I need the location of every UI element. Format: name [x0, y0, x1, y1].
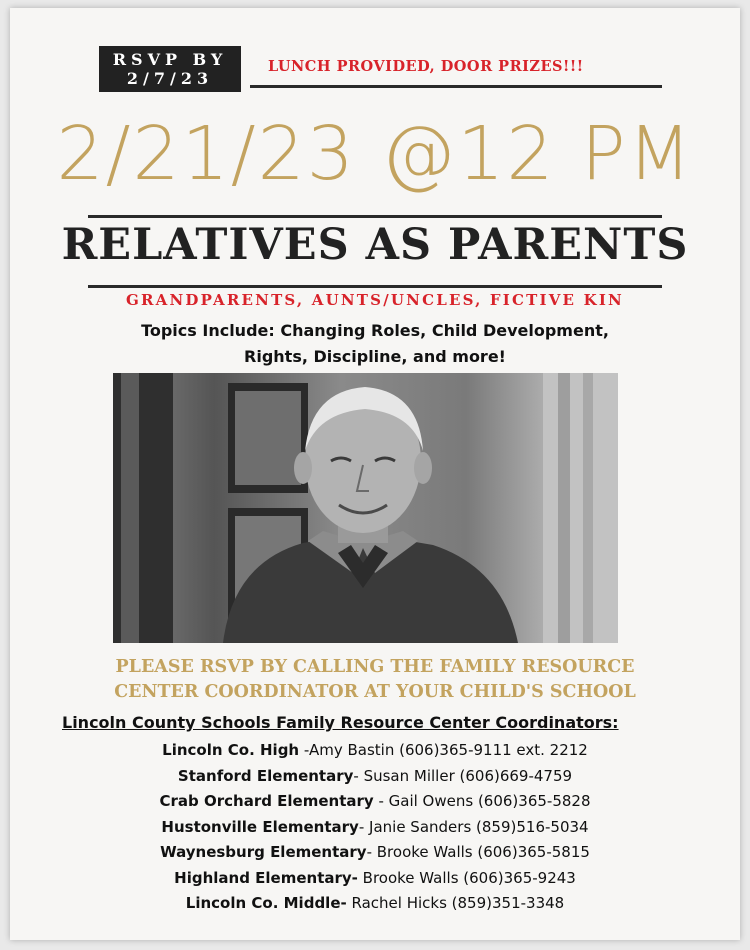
lunch-underline — [250, 85, 662, 88]
headline: RELATIVES AS PARENTS — [61, 220, 689, 270]
rsvp-deadline-date: 2/7/23 — [126, 69, 214, 88]
topics-line-1: Topics Include: Changing Roles, Child Development, — [141, 321, 609, 340]
coordinator-contact: - Janie Sanders (859)516-5034 — [358, 817, 589, 836]
topics-text — [0, 318, 750, 370]
coordinator-entry — [0, 866, 750, 892]
coordinator-entry — [0, 789, 750, 815]
rsvp-deadline-badge — [99, 46, 241, 92]
audience-subheading: GRANDPARENTS, AUNTS/UNCLES, FICTIVE KIN — [126, 291, 624, 309]
rsvp-instructions-line-2: CENTER COORDINATOR AT YOUR CHILD'S SCHOOL — [114, 682, 636, 702]
grandparent-photo — [113, 373, 618, 643]
rsvp-instructions-line-1: PLEASE RSVP BY CALLING THE FAMILY RESOURCE — [115, 657, 635, 677]
headline-top-rule — [88, 215, 662, 218]
coordinator-contact: - Susan Miller (606)669-4759 — [353, 766, 573, 785]
school-name: Lincoln Co. High — [162, 741, 300, 759]
coordinator-entry — [0, 891, 750, 917]
school-name: Crab Orchard Elementary — [159, 792, 374, 810]
coordinator-entry — [0, 815, 750, 841]
event-datetime: 2/21/23 @12 PM — [56, 111, 694, 197]
topics-line-2: Rights, Discipline, and more! — [244, 347, 506, 366]
coordinator-contact: - Gail Owens (606)365-5828 — [373, 792, 591, 810]
rsvp-instructions — [0, 655, 750, 705]
lunch-door-prizes-text: LUNCH PROVIDED, DOOR PRIZES!!! — [268, 58, 584, 75]
coordinators-heading: Lincoln County Schools Family Resource Center Coordinators: — [62, 713, 619, 732]
school-name: Hustonville Elementary — [161, 817, 359, 836]
coordinator-entry — [0, 840, 750, 866]
school-name: Highland Elementary- — [174, 868, 358, 887]
coordinator-contact: - Brooke Walls (606)365-5815 — [366, 843, 590, 861]
coordinator-contact: -Amy Bastin (606)365-9111 ext. 2212 — [299, 741, 588, 759]
coordinator-entry — [0, 738, 750, 764]
school-name: Lincoln Co. Middle- — [185, 894, 347, 912]
coordinator-contact: Brooke Walls (606)365-9243 — [357, 868, 576, 887]
coordinators-list — [0, 738, 750, 917]
school-name: Stanford Elementary — [177, 766, 354, 785]
headline-bottom-rule — [88, 285, 662, 288]
portrait-illustration — [113, 373, 618, 643]
school-name: Waynesburg Elementary — [160, 843, 367, 861]
coordinator-contact: Rachel Hicks (859)351-3348 — [346, 894, 565, 912]
coordinator-entry — [0, 764, 750, 790]
rsvp-deadline-label: RSVP BY — [112, 50, 228, 69]
